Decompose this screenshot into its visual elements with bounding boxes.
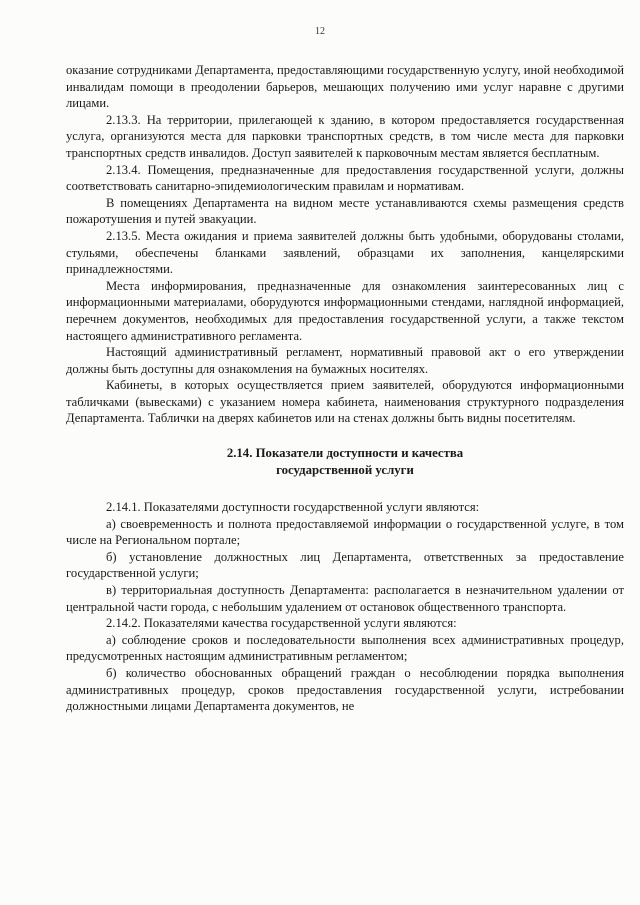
paragraph: б) количество обоснованных обращений граждан о несоблюдении порядка выполнения административных процедур, сроков предоставления государственной услуги, истребовании должностными лицами Департамента документов, не: [66, 666, 624, 714]
paragraph: Настоящий административный регламент, нормативный правовой акт о его утверждении должны быть доступны для ознакомления на бумажных носителях.: [66, 345, 624, 376]
paragraph: В помещениях Департамента на видном месте устанавливаются схемы размещения средств пожаротушения и путей эвакуации.: [66, 195, 624, 227]
page-number: 12: [315, 26, 325, 37]
paragraph: 2.13.5. Места ожидания и приема заявителей должны быть удобными, оборудованы столами, стульями, обеспечены бланками заявлений, образцами их заполнения, канцелярскими принадлежностями.: [66, 228, 624, 277]
paragraph: 2.13.4. Помещения, предназначенные для предоставления государственной услуги, должны соответствовать санитарно-эпидемиологическим правилам и нормативам.: [66, 162, 624, 194]
document-body: [66, 62, 624, 715]
paragraph: б) установление должностных лиц Департамента, ответственных за предоставление государственной услуги;: [66, 549, 624, 581]
section-heading-line-1: 2.14. Показатели доступности и качества: [226, 446, 464, 461]
section-heading-line-2: государственной услуги: [276, 463, 414, 478]
paragraph: оказание сотрудниками Департамента, предоставляющими государственную услугу, иной необходимой инвалидам помощи в преодолении барьеров, мешающих получению ими услуг наравне с другими лицами.: [66, 63, 624, 111]
paragraph: Кабинеты, в которых осуществляется прием заявителей, оборудуются информационными табличками (вывесками) с указанием номера кабинета, наименования структурного подразделения Департамента. Таблички на дверях кабинетов или на стенах должны быть видны посетителям.: [66, 378, 624, 426]
paragraph: а) своевременность и полнота предоставляемой информации о государственной услуге, в том числе на Региональном портале;: [66, 516, 624, 548]
section-heading: [66, 445, 624, 479]
paragraph: Места информирования, предназначенные для ознакомления заинтересованных лиц с информационными материалами, оборудуются информационными стендами, наглядной информацией, перечнем документов, необходимых для предоставления государственной услуги, а также текстом настоящего административного регламента.: [66, 278, 624, 343]
paragraph: а) соблюдение сроков и последовательности выполнения всех административных процедур, предусмотренных настоящим административным регламентом;: [66, 632, 624, 664]
paragraph: 2.13.3. На территории, прилегающей к зданию, в котором предоставляется государственная услуга, организуются места для парковки транспортных средств, в том числе места для парковки транспортных средств инвалидов. Доступ заявителей к парковочным местам является бесплатным.: [66, 112, 624, 160]
paragraph: в) территориальная доступность Департамента: располагается в незначительном удалении от центральной части города, с небольшим удалением от остановок общественного транспорта.: [66, 583, 624, 614]
paragraph: 2.14.1. Показателями доступности государственной услуги являются:: [106, 500, 480, 515]
paragraph: 2.14.2. Показателями качества государственной услуги являются:: [106, 616, 457, 631]
